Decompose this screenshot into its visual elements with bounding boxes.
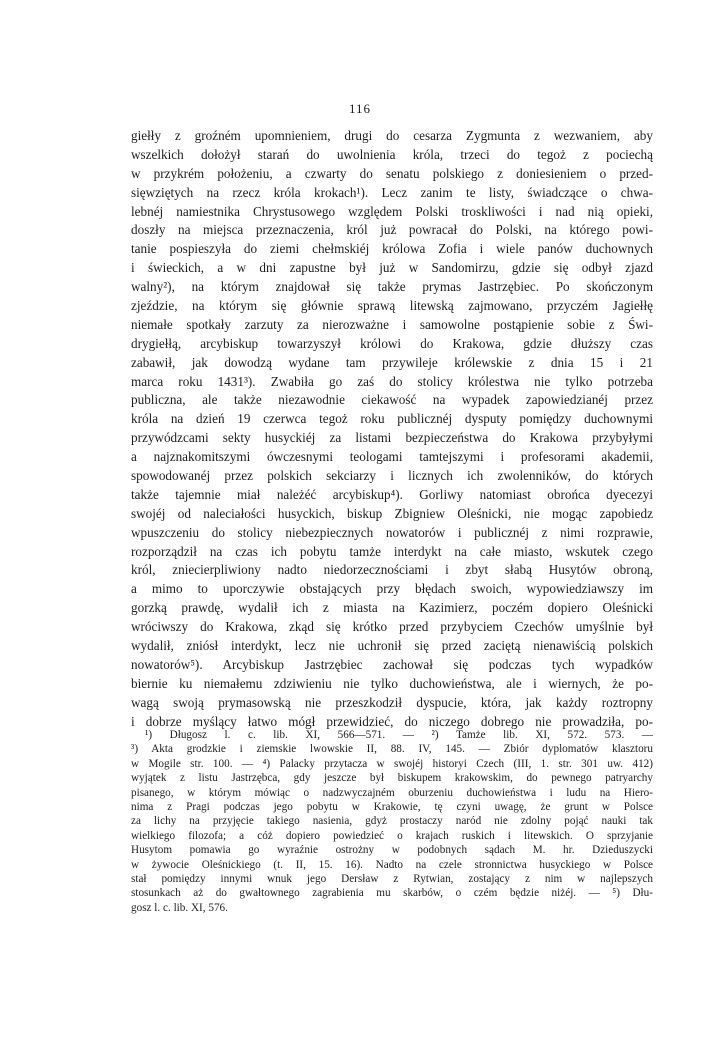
text-line: wydalił, zniósł interdykt, lecz nie uchronił się przed zaciętą nienawiścią polskich [131, 638, 653, 654]
text-line: przywódzcami sekty husyckiéj za listami bezpieczeństwa do Krakowa przybyłymi [131, 430, 653, 446]
footnote-line: ¹) Długosz l. c. lib. XI, 566—571. — ²) Tamże lib. XI, 572. 573. — [145, 729, 653, 741]
text-line: a najznakomitszymi ówczesnymi teologami tamtejszymi i profesorami akademii, [131, 449, 653, 465]
text-line: i świeckich, a w dni zapustne był już w Sandomirzu, gdzie się odbył zjazd [131, 260, 653, 276]
text-line: wszelkich dołożył starań do uwolnienia króla, trzeci do tegoż z pociechą [131, 146, 653, 162]
text-line: marca roku 1431³). Zwabiła go zaś do stolicy królestwa nie tylko potrzeba [131, 373, 653, 389]
text-line: publiczna, ale także niezawodnie ciekawość na wypadek zapowiedzianéj przez [131, 392, 653, 408]
footnote-line: stał pomiędzy innymi wnuk jego Dersław z Rytwian, zostający z nim w najlepszych [131, 872, 653, 885]
text-line: niemałe spotkały zarzuty za nierozważne i samowolne postąpienie sobie z Świ- [131, 316, 653, 332]
text-line: a mimo to uporczywie obstających przy błędach swoich, wypowiedziawszy im [131, 581, 653, 597]
footnote-line: w Mogile str. 100. — ⁴) Palacky przytacza w swojéj historyi Czech (III, 1. str. 301 uw. 412) [131, 757, 653, 770]
text-line: biernie ku niemałemu zdziwieniu nie tylko duchowieństwa, ale i wiernych, że po- [131, 675, 653, 691]
main-text [131, 127, 653, 732]
text-line: wagą swoją prymasowską nie przeszkodził dyspucie, która, jak każdy roztropny [131, 694, 653, 710]
text-line: giełły z groźném upomnieniem, drugi do cesarza Zygmunta z wezwaniem, aby [131, 128, 653, 143]
footnote-line: w żywocie Oleśnickiego (t. II, 15. 16). Nadto na czele stronnictwa husyckiego w Polsce [131, 858, 653, 871]
text-line: gorzką prawdę, wydalił ich z miasta na Kazimierz, poczém dopiero Oleśnicki [131, 600, 653, 616]
page-number: 116 [348, 101, 372, 116]
text-line: swojéj od naleciałości husyckich, biskup Zbigniew Oleśnicki, nie mogąc zapobiedz [131, 505, 653, 521]
text-line: doszły na miejsca przeznaczenia, król już powracał do Polski, na którego powi- [131, 222, 653, 238]
text-line: król, zniecierpliwiony nadto niedorzecznościami i zbyt słabą Husytów obroną, [131, 562, 653, 578]
text-line: rozporządził na czas ich pobytu tamże interdykt na całe miasto, wskutek czego [131, 543, 653, 559]
text-line: spowodowanéj przez polskich sekciarzy i licznych ich zwolenników, do których [131, 468, 653, 484]
text-line: zabawił, jak dowodzą wydane tam przywileje królewskie z dnia 15 i 21 [131, 354, 653, 370]
text-line: lebnéj namiestnika Chrystusowego względem Polski troskliwości i nad nią opieki, [131, 203, 653, 219]
text-line: wpuszczeniu do stolicy niebezpiecznych nowatorów i publicznéj z nimi rozprawie, [131, 524, 653, 540]
text-line: drygiełłą, arcybiskup towarzyszył królowi do Krakowa, gdzie dłuższy czas [131, 335, 653, 351]
text-line: sięwziętych na rzecz króla krokach¹). Lecz zanim te listy, świadczące o chwa- [131, 184, 653, 200]
footnote-line: wyjątek z listu Jastrzębca, gdy jeszcze był biskupem krakowskim, do pewnego patryarchy [131, 772, 653, 785]
footnote-line: gosz l. c. lib. XI, 576. [131, 901, 228, 914]
footnotes [131, 728, 653, 915]
text-line: króla na dzień 19 czerwca tegoż roku publicznéj dysputy pomiędzy duchownymi [131, 411, 653, 427]
text-line: zjeździe, na którym się głównie sprawą litewską zajmowano, przyczém Jagiełłę [131, 298, 653, 314]
footnote-line: za lichy na przyjęcie takiego nasienia, gdyż prostaczy naród nie zdolny pojąć nauki tak [131, 815, 653, 828]
text-line: tanie pospieszyła do ziemi chełmskiéj królowa Zofia i wiele panów duchownych [131, 241, 653, 257]
text-line: i dobrze myślący łatwo mógł przewidzieć, do niczego dobrego nie prowadziła, po- [131, 713, 653, 729]
text-line: wróciwszy do Krakowa, zkąd się krótko przed przybyciem Czechów umyślnie był [131, 619, 653, 635]
footnote-line: pisanego, w którym mówiąc o nadzwyczajném oburzeniu duchowieństwa i ludu na Hiero- [131, 786, 653, 799]
text-line: nowatorów⁵). Arcybiskup Jastrzębiec zachował się podczas tych wypadków [131, 656, 653, 672]
text-line: w przykrém położeniu, a czwarty do senatu polskiego z doniesieniem o przed- [131, 165, 653, 181]
text-line: walny²), na którym znajdował się także prymas Jastrzębiec. Po skończonym [131, 279, 653, 295]
footnote-line: Husytom pomawia go wyraźnie ostrożny w podobnych sądach M. hr. Dzieduszycki [131, 844, 653, 857]
footnote-line: nima z Pragi podczas jego pobytu w Krakowie, tę czyni uwagę, że grunt w Polsce [131, 800, 653, 813]
footnote-line: ³) Akta grodzkie i ziemskie lwowskie II, 88. IV, 145. — Zbiór dyplomatów klasztoru [131, 743, 653, 756]
text-line: także tajemnie miał należéć arcybiskup⁴). Gorliwy natomiast obrońca dyecezyi [131, 486, 653, 502]
footnote-line: stosunkach aż do gwałtownego zagrabienia mu skarbów, o czém będzie niżéj. — ⁵) Dłu- [131, 887, 653, 900]
footnote-line: wielkiego filozofa; a cóż dopiero powiedzieć o krajach ruskich i litewskich. O sprzyjanie [131, 829, 653, 842]
